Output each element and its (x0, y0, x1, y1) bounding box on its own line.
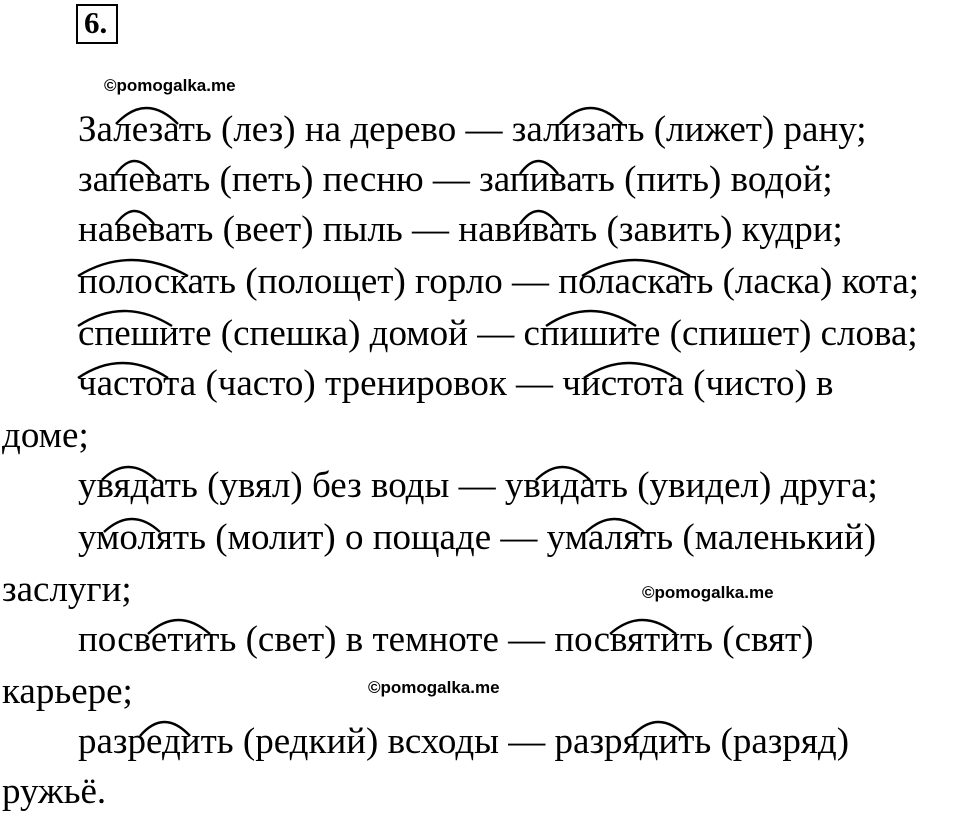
text-line: Залезать (лез) на дерево — зализать (лижет) рану; (78, 109, 867, 150)
exercise-number: 6. (76, 4, 118, 44)
text-line: увядать (увял) без воды — увидать (увидел) друга; (78, 465, 878, 506)
text-line: полоскать (полощет) горло — поласкать (ласка) кота; (78, 261, 920, 302)
text-line: карьере; (2, 671, 133, 712)
text-line: навевать (веет) пыль — нaвивать (завить) кудри; (78, 209, 843, 250)
text-line: частота (часто) тренировок — чистота (чисто) в (78, 363, 834, 404)
watermark: ©pomogalka.me (368, 678, 500, 697)
text-line: разредить (редкий) всходы — разрядить (разряд) (78, 721, 850, 762)
text-line: ружьё. (2, 771, 107, 812)
text-line: умолять (молит) о пощаде — умалять (маленький) (78, 517, 877, 558)
text-line: спешите (спешка) домой — спишите (спишет) слова; (78, 313, 918, 354)
text-line: доме; (2, 415, 89, 456)
watermark: ©pomogalka.me (104, 76, 236, 95)
text-line: запевать (петь) песню — запивать (пить) водой; (78, 159, 833, 200)
watermark: ©pomogalka.me (642, 583, 774, 602)
text-line: посветить (свет) в темноте — посвятить (свят) (78, 619, 814, 660)
text-line: заслуги; (2, 569, 132, 610)
